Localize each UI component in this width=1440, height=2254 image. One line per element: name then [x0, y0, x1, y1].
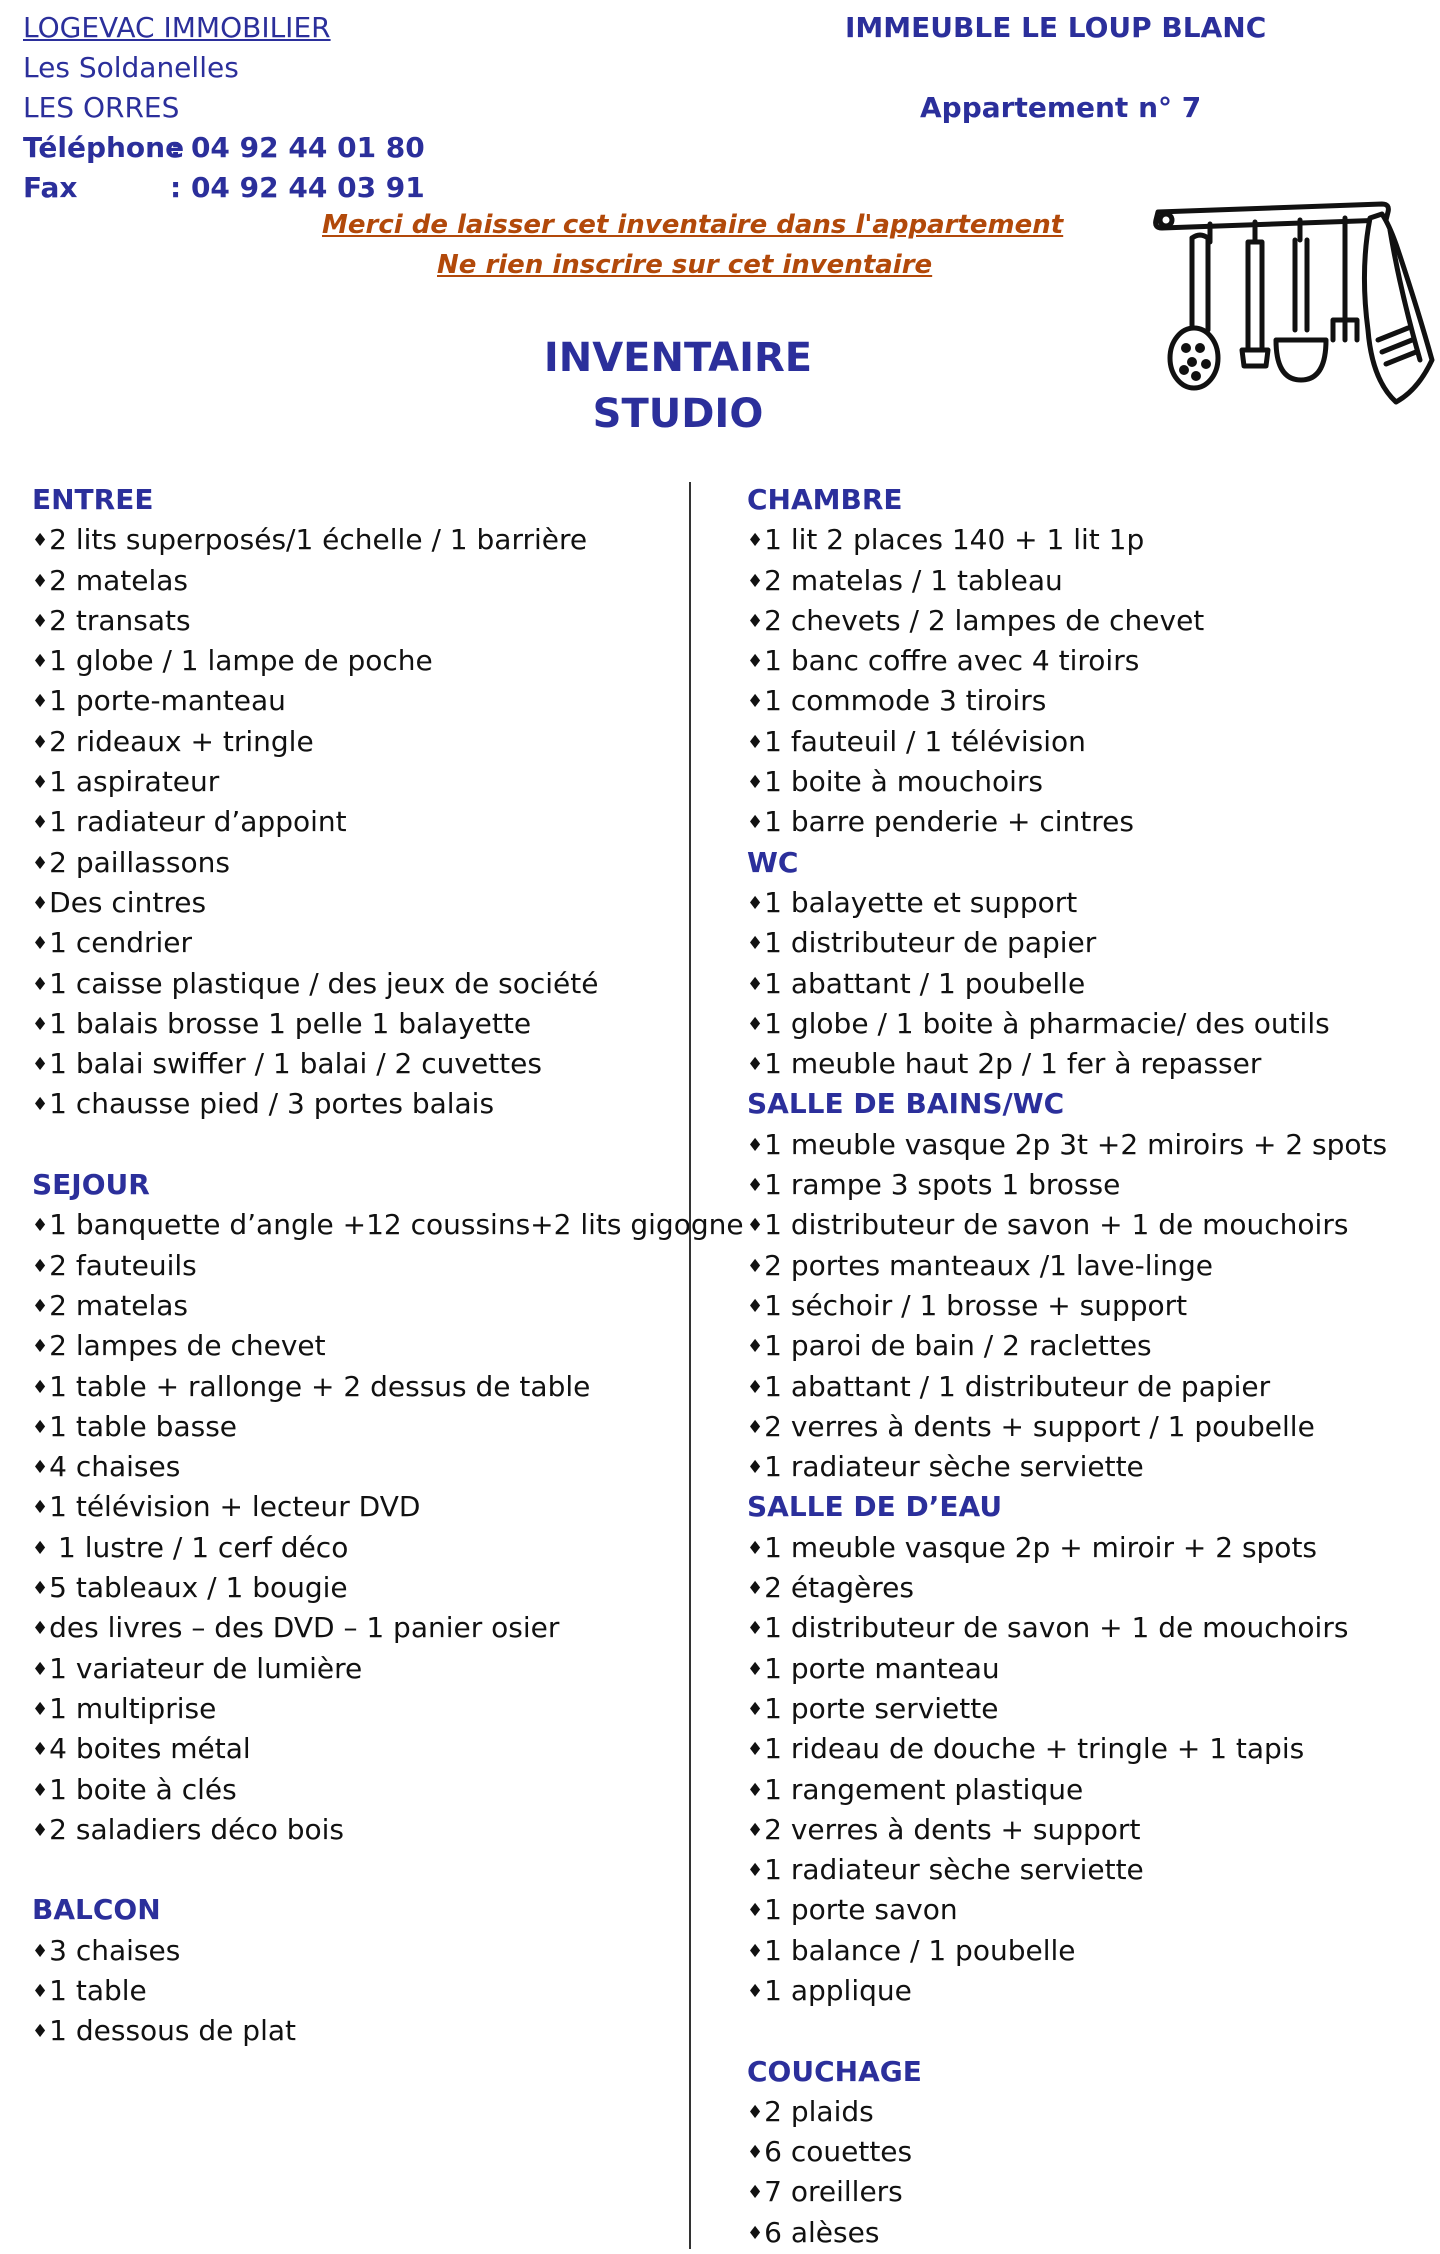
list-item: ♦ 1 porte manteau [747, 1649, 1387, 1689]
list-item: ♦ 1 multiprise [32, 1689, 744, 1729]
fax-label: Fax [23, 171, 78, 204]
list-item: ♦ 2 transats [32, 601, 744, 641]
list-item: ♦ 1 boite à clés [32, 1770, 744, 1810]
list-item: ♦ 1 cendrier [32, 923, 744, 963]
list-item: ♦ 6 alèses [747, 2213, 1387, 2253]
list-item: ♦ 1 paroi de bain / 2 raclettes [747, 1326, 1387, 1366]
list-item: ♦ 1 dessous de plat [32, 2011, 744, 2051]
list-item: ♦ 7 oreillers [747, 2172, 1387, 2212]
list-item: ♦ 2 matelas [32, 1286, 744, 1326]
list-item: ♦ 1 meuble haut 2p / 1 fer à repasser [747, 1044, 1387, 1084]
list-item: ♦ 1 banc coffre avec 4 tiroirs [747, 641, 1387, 681]
list-item: ♦ 1 radiateur sèche serviette [747, 1447, 1387, 1487]
list-item: ♦ 1 applique [747, 1971, 1387, 2011]
list-item: ♦ 1 rampe 3 spots 1 brosse [747, 1165, 1387, 1205]
list-item: ♦ 1 table [32, 1971, 744, 2011]
list-item: ♦ 1 globe / 1 lampe de poche [32, 641, 744, 681]
list-item: ♦ 2 chevets / 2 lampes de chevet [747, 601, 1387, 641]
left-column [32, 480, 744, 2052]
list-item: ♦ 1 abattant / 1 poubelle [747, 964, 1387, 1004]
list-item: ♦ des livres – des DVD – 1 panier osier [32, 1608, 744, 1648]
list-item: ♦ 2 fauteuils [32, 1246, 744, 1286]
apartment-number: Appartement n° 7 [920, 91, 1202, 124]
page-subtitle: STUDIO [592, 391, 764, 437]
list-item: ♦ 1 porte-manteau [32, 681, 744, 721]
list-item: ♦ 1 barre penderie + cintres [747, 802, 1387, 842]
list-item: ♦ 1 distributeur de papier [747, 923, 1387, 963]
list-item: ♦ 1 radiateur d’appoint [32, 802, 744, 842]
list-item: ♦ 1 porte savon [747, 1890, 1387, 1930]
kitchen-utensils-icon [1150, 190, 1440, 410]
list-item: ♦ 1 rangement plastique [747, 1770, 1387, 1810]
list-item: ♦ 2 matelas / 1 tableau [747, 561, 1387, 601]
agency-name: LOGEVAC IMMOBILIER [23, 11, 331, 44]
list-item: ♦ 2 étagères [747, 1568, 1387, 1608]
list-item: ♦ 1 globe / 1 boite à pharmacie/ des outils [747, 1004, 1387, 1044]
section-title-salle-de-bains: SALLE DE BAINS/WC [747, 1087, 1065, 1121]
list-item: ♦ 1 balance / 1 poubelle [747, 1931, 1387, 1971]
list-item: ♦ Des cintres [32, 883, 744, 923]
list-item: ♦ 1 séchoir / 1 brosse + support [747, 1286, 1387, 1326]
list-item: ♦ 1 boite à mouchoirs [747, 762, 1387, 802]
section-title-salle-d-eau: SALLE DE D’EAU [747, 1490, 1003, 1524]
section-title-wc: WC [747, 845, 799, 879]
list-item: ♦ 1 table basse [32, 1407, 744, 1447]
list-item: ♦ 1 chausse pied / 3 portes balais [32, 1084, 744, 1124]
list-item: ♦ 1 lustre / 1 cerf déco [32, 1528, 744, 1568]
list-item: ♦ 1 abattant / 1 distributeur de papier [747, 1367, 1387, 1407]
right-column [747, 480, 1387, 2253]
list-item: ♦ 2 rideaux + tringle [32, 722, 744, 762]
list-item: ♦ 1 distributeur de savon + 1 de mouchoirs [747, 1608, 1387, 1648]
list-item: ♦ 1 fauteuil / 1 télévision [747, 722, 1387, 762]
list-item: ♦ 1 balai swiffer / 1 balai / 2 cuvettes [32, 1044, 744, 1084]
list-item: ♦ 1 caisse plastique / des jeux de société [32, 964, 744, 1004]
list-item: ♦ 1 balayette et support [747, 883, 1387, 923]
list-item: ♦ 2 paillassons [32, 843, 744, 883]
list-item: ♦ 2 lits superposés/1 échelle / 1 barrière [32, 520, 744, 560]
list-item: ♦ 4 boites métal [32, 1729, 744, 1769]
list-item: ♦ 1 aspirateur [32, 762, 744, 802]
address-line-1: Les Soldanelles [23, 51, 239, 84]
list-item: ♦ 1 table + rallonge + 2 dessus de table [32, 1367, 744, 1407]
fax-value: : 04 92 44 03 91 [170, 171, 425, 204]
list-item: ♦ 2 matelas [32, 561, 744, 601]
notice-do-not-write: Ne rien inscrire sur cet inventaire [437, 250, 933, 280]
list-item: ♦ 2 saladiers déco bois [32, 1810, 744, 1850]
list-item: ♦ 1 radiateur sèche serviette [747, 1850, 1387, 1890]
page-title: INVENTAIRE [543, 335, 813, 381]
list-item: ♦ 5 tableaux / 1 bougie [32, 1568, 744, 1608]
list-item: ♦ 1 balais brosse 1 pelle 1 balayette [32, 1004, 744, 1044]
list-item: ♦ 2 lampes de chevet [32, 1326, 744, 1366]
list-item: ♦ 2 plaids [747, 2092, 1387, 2132]
list-item: ♦ 1 porte serviette [747, 1689, 1387, 1729]
section-title-sejour: SEJOUR [32, 1168, 150, 1202]
address-line-2: LES ORRES [23, 91, 180, 124]
notice-leave-inventory: Merci de laisser cet inventaire dans l'appartement [322, 210, 1064, 240]
list-item: ♦ 2 verres à dents + support [747, 1810, 1387, 1850]
list-item: ♦ 6 couettes [747, 2132, 1387, 2172]
list-item: ♦ 1 meuble vasque 2p 3t +2 miroirs + 2 spots [747, 1125, 1387, 1165]
phone-value: : 04 92 44 01 80 [170, 131, 425, 164]
list-item: ♦ 2 portes manteaux /1 lave-linge [747, 1246, 1387, 1286]
list-item: ♦ 1 banquette d’angle +12 coussins+2 lits gigogne [32, 1205, 744, 1245]
list-item: ♦ 4 chaises [32, 1447, 744, 1487]
list-item: ♦ 1 rideau de douche + tringle + 1 tapis [747, 1729, 1387, 1769]
list-item: ♦ 1 commode 3 tiroirs [747, 681, 1387, 721]
list-item: ♦ 2 verres à dents + support / 1 poubelle [747, 1407, 1387, 1447]
list-item: ♦ 1 distributeur de savon + 1 de mouchoirs [747, 1205, 1387, 1245]
phone-label: Téléphone [23, 131, 185, 164]
list-item: ♦ 1 lit 2 places 140 + 1 lit 1p [747, 520, 1387, 560]
list-item: ♦ 1 télévision + lecteur DVD [32, 1487, 744, 1527]
building-name: IMMEUBLE LE LOUP BLANC [845, 11, 1267, 44]
list-item: ♦ 1 meuble vasque 2p + miroir + 2 spots [747, 1528, 1387, 1568]
section-title-balcon: BALCON [32, 1893, 161, 1927]
section-title-entree: ENTREE [32, 483, 154, 516]
section-title-couchage: COUCHAGE [747, 2054, 922, 2088]
section-title-chambre: CHAMBRE [747, 483, 903, 516]
list-item: ♦ 3 chaises [32, 1931, 744, 1971]
list-item: ♦ 1 variateur de lumière [32, 1649, 744, 1689]
